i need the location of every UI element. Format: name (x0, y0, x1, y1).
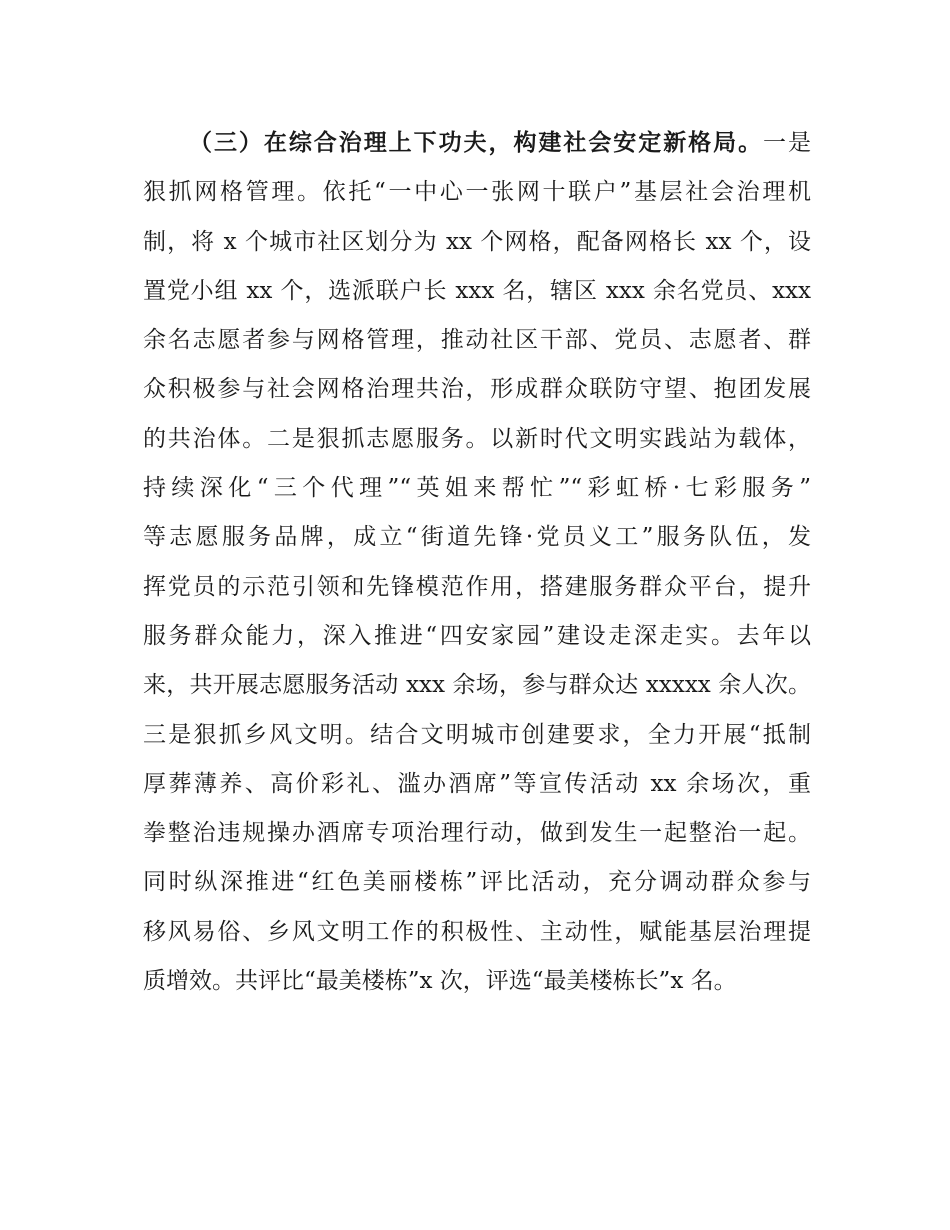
section-heading: （三）在综合治理上下功夫，构建社会安定新格局。 (189, 130, 764, 156)
text-line-last: 质增效。共评比“最美楼栋”x 次，评选“最美楼栋长”x 名。 (143, 968, 737, 995)
text-line: 厚葬薄养、高价彩礼、滥办酒席”等宣传活动 xx 余场次，重 (143, 770, 811, 797)
text-line: 的共治体。二是狠抓志愿服务。以新时代文明实践站为载体， (143, 425, 811, 452)
text-line: 余名志愿者参与网格管理，推动社区干部、党员、志愿者、群 (143, 327, 811, 354)
text-line: 三是狠抓乡风文明。结合文明城市创建要求，全力开展“抵制 (143, 721, 811, 748)
text-line: 服务群众能力，深入推进“四安家园”建设走深走实。去年以 (143, 622, 811, 649)
first-line-text: 一是 (763, 130, 811, 156)
body-paragraph (143, 119, 811, 1006)
text-line: 置党小组 xx 个，选派联户长 xxx 名，辖区 xxx 余名党员、xxx (143, 277, 811, 304)
text-line: 移风易俗、乡风文明工作的积极性、主动性，赋能基层治理提 (143, 918, 811, 945)
text-line: 拳整治违规操办酒席专项治理行动，做到发生一起整治一起。 (143, 820, 811, 847)
text-line: 狠抓网格管理。依托“一中心一张网十联户”基层社会治理机 (143, 179, 811, 206)
paragraph-first-line (143, 119, 811, 168)
text-line: 制，将 x 个城市社区划分为 xx 个网格，配备网格长 xx 个，设 (143, 228, 811, 255)
text-line: 挥党员的示范引领和先锋模范作用，搭建服务群众平台，提升 (143, 573, 811, 600)
text-line: 持续深化“三个代理”“英姐来帮忙”“彩虹桥·七彩服务” (143, 475, 811, 502)
text-line: 众积极参与社会网格治理共治，形成群众联防守望、抱团发展 (143, 376, 811, 403)
text-line: 等志愿服务品牌，成立“街道先锋·党员义工”服务队伍，发 (143, 524, 811, 551)
text-line: 来，共开展志愿服务活动 xxx 余场，参与群众达 xxxxx 余人次。 (143, 672, 811, 699)
text-line: 同时纵深推进“红色美丽楼栋”评比活动，充分调动群众参与 (143, 869, 811, 896)
